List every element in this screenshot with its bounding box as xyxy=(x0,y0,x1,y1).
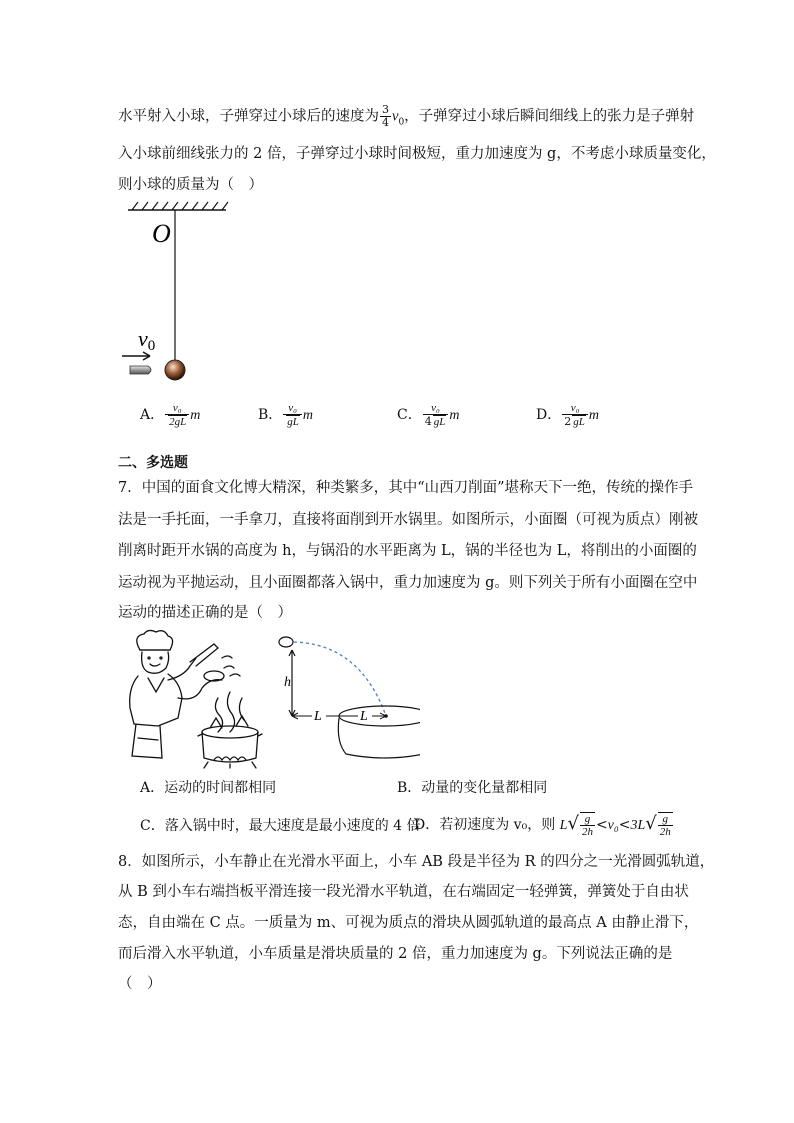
velocity-label: v0 xyxy=(138,326,156,354)
section-title: 二、多选题 xyxy=(118,455,188,471)
q6-line-3: 则小球的质量为（ ） xyxy=(118,177,263,193)
pendulum-figure xyxy=(118,198,238,388)
chef-illustration xyxy=(118,628,268,770)
pot-body-left xyxy=(338,718,420,758)
q6-text-a: 水平射入小球，子弹穿过小球后的速度为 xyxy=(118,108,379,125)
q6-option-d[interactable]: D． $\frac{\text{v₀}}{2 gL}$ m xyxy=(536,402,599,428)
q6-text-b: ，子弹穿过小球后瞬间细线上的张力是子弹射 xyxy=(404,108,695,125)
q6-option-c[interactable]: C． $\frac{\text{v₀}}{4 gL}$ m xyxy=(397,402,460,428)
q7-line-4: 运动视为平抛运动，且小面圈都落入锅中，重力加速度为 g。则下列关于所有小面圈在空中 xyxy=(118,575,698,591)
q7-line-2: 法是一手托面，一手拿刀，直接将面削到开水锅里。如图所示，小面圈（可视为质点）刚被 xyxy=(118,512,698,528)
q8-line-1: 8．如图所示，小车静止在光滑水平面上，小车 AB 段是半径为 R 的四分之一光滑圆弧轨道， xyxy=(118,854,715,870)
q7-option-b[interactable]: B．动量的变化量都相同 xyxy=(397,780,548,796)
ceiling-hatch xyxy=(132,202,228,210)
q6-line-2: 入小球前细线张力的 2 倍，子弹穿过小球时间极短，重力加速度为 g，不考虑小球质量变化， xyxy=(118,146,716,162)
q7-option-c[interactable]: C．落入锅中时，最大速度是最小速度的 4 倍 xyxy=(140,818,421,834)
q7-option-a[interactable]: A．运动的时间都相同 xyxy=(140,780,277,796)
trajectory-diagram xyxy=(270,630,420,770)
q8-line-3: 态，自由端在 C 点。一质量为 m、可视为质点的滑块从圆弧轨道的最高点 A 由静止滑下， xyxy=(118,915,699,931)
ball xyxy=(165,360,185,380)
trajectory-path xyxy=(294,642,386,716)
q6-fraction: $\frac{3}{4}$ xyxy=(382,103,389,129)
q8-line-4: 而后滑入水平轨道，小车质量是滑块质量的 2 倍，重力加速度为 g。下列说法正确的是 xyxy=(118,946,673,962)
q6-v0: v xyxy=(392,108,399,125)
L1-label: L xyxy=(314,709,322,724)
dough-ring xyxy=(279,637,293,647)
q7-line-1: 7．中国的面食文化博大精深，种类繁多，其中“山西刀削面”堪称天下一绝，传统的操作手 xyxy=(118,480,694,496)
bullet xyxy=(130,366,151,374)
q7-line-5: 运动的描述正确的是（ ） xyxy=(118,605,292,621)
q6-line-1: 水平射入小球，子弹穿过小球后的速度为 $\frac{3}{4}$ $v_0$，子弹穿过小球后瞬间细线上的张力是子弹射 xyxy=(118,103,695,129)
q6-option-a[interactable]: A． $\frac{\text{v₀}}{2gL}$ m xyxy=(140,402,201,428)
q7-line-3: 削离时距开水锅的高度为 h，与锅沿的水平距离为 L，锅的半径也为 L，将削出的小面圈的 xyxy=(118,543,697,559)
pivot-label: O xyxy=(152,219,171,248)
q8-line-2: 从 B 到小车右端挡板平滑连接一段光滑水平轨道，在右端固定一轻弹簧，弹簧处于自由状 xyxy=(118,884,689,900)
q6-option-b[interactable]: B． $\frac{\text{v₀}}{gL}$ m xyxy=(258,402,314,428)
L2-label: L xyxy=(360,709,368,724)
q7-option-d[interactable]: D．若初速度为 v₀，则 L√ $\frac{g}{2h}$ <v₀<3L√ $\frac{g}{2h}$ xyxy=(414,813,671,838)
q8-line-5: （ ） xyxy=(118,976,162,992)
h-label: h xyxy=(284,675,291,690)
